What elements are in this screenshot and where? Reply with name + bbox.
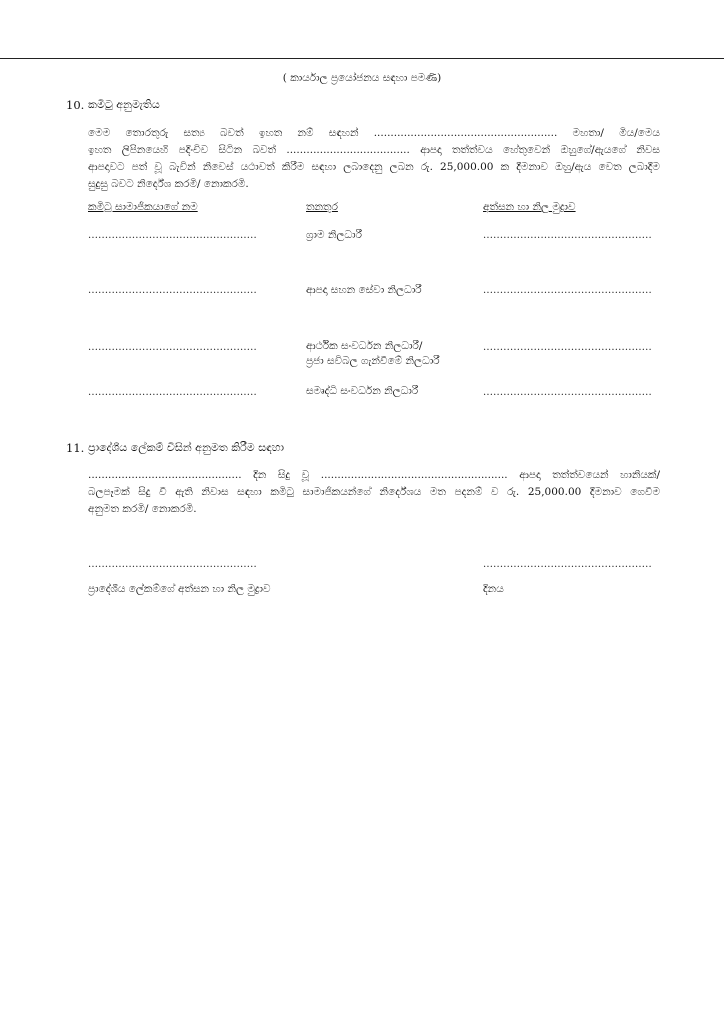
section-11-number: 11. <box>66 441 85 455</box>
section-11-para-line-2: බලපෑමක් සිදු වී ඇති නිවාස සඳහා කමිටු සාමාජිකයන්ගේ නිර්දේශය මත පදනම් ව රු. 25,000.00 දීමනාව ගෙවීම <box>88 486 660 498</box>
section-10-para-line-2: ඉහත ලිපිනයෙහි පදිංචිව සිටින බවත් ..................................... ආපදා තත්ත්වය හේතුවෙන් ඔහුගේ/ඇයගේ නිවස <box>88 144 660 156</box>
signature-line: .................................................. <box>483 387 652 398</box>
role-grama-niladhari: ග්‍රාම නිලධාරී <box>306 229 362 241</box>
secretary-signature-line: .................................................. <box>88 559 257 570</box>
column-header-signature: අත්සන හා නිල මුද්‍රාව <box>483 201 576 213</box>
column-header-member-name: කමිටු සාමාජිකයාගේ නම <box>88 201 198 213</box>
signature-line: .................................................. <box>483 230 652 241</box>
date-label: දිනය <box>483 583 504 595</box>
date-line: .................................................. <box>483 559 652 570</box>
section-10-para-line-4: සුදුසු බවට නිර්දේශ කරමි/ නොකරමි. <box>88 178 249 190</box>
section-10-para-line-1: මෙම තොරතුරු සත්‍ය බවත් ඉහත නම් සඳහන් ....................................................... මහතා/ මිය/මෙය <box>88 127 660 139</box>
secretary-signature-label: ප්‍රාදේශීය ලේකම්ගේ අත්සන හා නිල මුද්‍රාව <box>88 583 271 595</box>
office-use-heading: ( කාර්යාල ප්‍රයෝජනය සඳහා පමණි) <box>282 72 442 84</box>
role-community-empowerment-officer: ප්‍රජා සවිබල ගැන්වීමේ නිලධාරී <box>306 355 440 367</box>
section-11-title: ප්‍රාදේශීය ලේකම් විසින් අනුමත කිරීම සඳහා <box>88 441 285 454</box>
member-name-line: .................................................. <box>88 230 257 241</box>
column-header-position: තනතුර <box>306 201 338 213</box>
role-economic-development-officer: ආර්ථික සංවර්ධන නිලධාරී/ <box>306 340 423 352</box>
member-name-line: .................................................. <box>88 387 257 398</box>
member-name-line: .................................................. <box>88 285 257 296</box>
signature-line: .................................................. <box>483 285 652 296</box>
member-name-line: .................................................. <box>88 342 257 353</box>
role-samurdhi-development-officer: සමෘද්ධි සංවර්ධන නිලධාරී <box>306 385 419 397</box>
section-10-para-line-3: ආපදාවට පත් වූ බැවින් නිවෙස් යථාවත් කිරීම සඳහා ලබාදෙනු ලබන රු. 25,000.00 ක දීමනාව ඔහු/ඇය වෙත ලබාදීම <box>88 161 660 173</box>
section-11-para-line-3: අනුමත කරමි/ නොකරමි. <box>88 503 197 515</box>
signature-line: .................................................. <box>483 342 652 353</box>
role-disaster-relief-officer: ආපදා සහන සේවා නිලධාරී <box>306 284 422 296</box>
section-10-number: 10. <box>66 98 85 112</box>
section-11-para-line-1: .............................................. දින සිදු වූ ........................................................ ආපදා තත්ත්වයෙන් හානියක්/ <box>88 469 660 481</box>
top-rule <box>0 58 724 59</box>
section-10-title: කමිටු අනුමැතිය <box>88 98 160 111</box>
